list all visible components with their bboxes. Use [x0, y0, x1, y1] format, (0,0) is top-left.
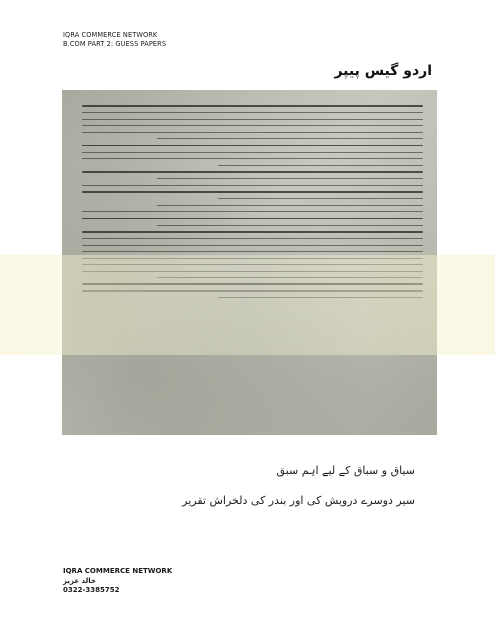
scanned-paper-image	[62, 90, 437, 435]
footer-org: IQRA COMMERCE NETWORK	[63, 567, 173, 575]
footer-phone: 0322-3385752	[63, 586, 120, 594]
footer-contact	[63, 567, 172, 596]
page-title: اردو گیس پیپر	[334, 63, 432, 79]
important-topics	[182, 464, 415, 524]
header-subtitle: B.COM PART 2: GUESS PAPERS	[63, 40, 167, 48]
topic-item: سیر دوسرے درویش کی اور بندر کی دلخراش تقریر	[182, 494, 415, 507]
topic-item: سیاق و سباق کے لیے اہم سبق	[276, 464, 415, 477]
document-header	[63, 31, 166, 49]
scanned-text-lines	[82, 100, 423, 423]
footer-name: خالد عزیز	[63, 576, 96, 585]
header-org: IQRA COMMERCE NETWORK	[63, 31, 158, 39]
